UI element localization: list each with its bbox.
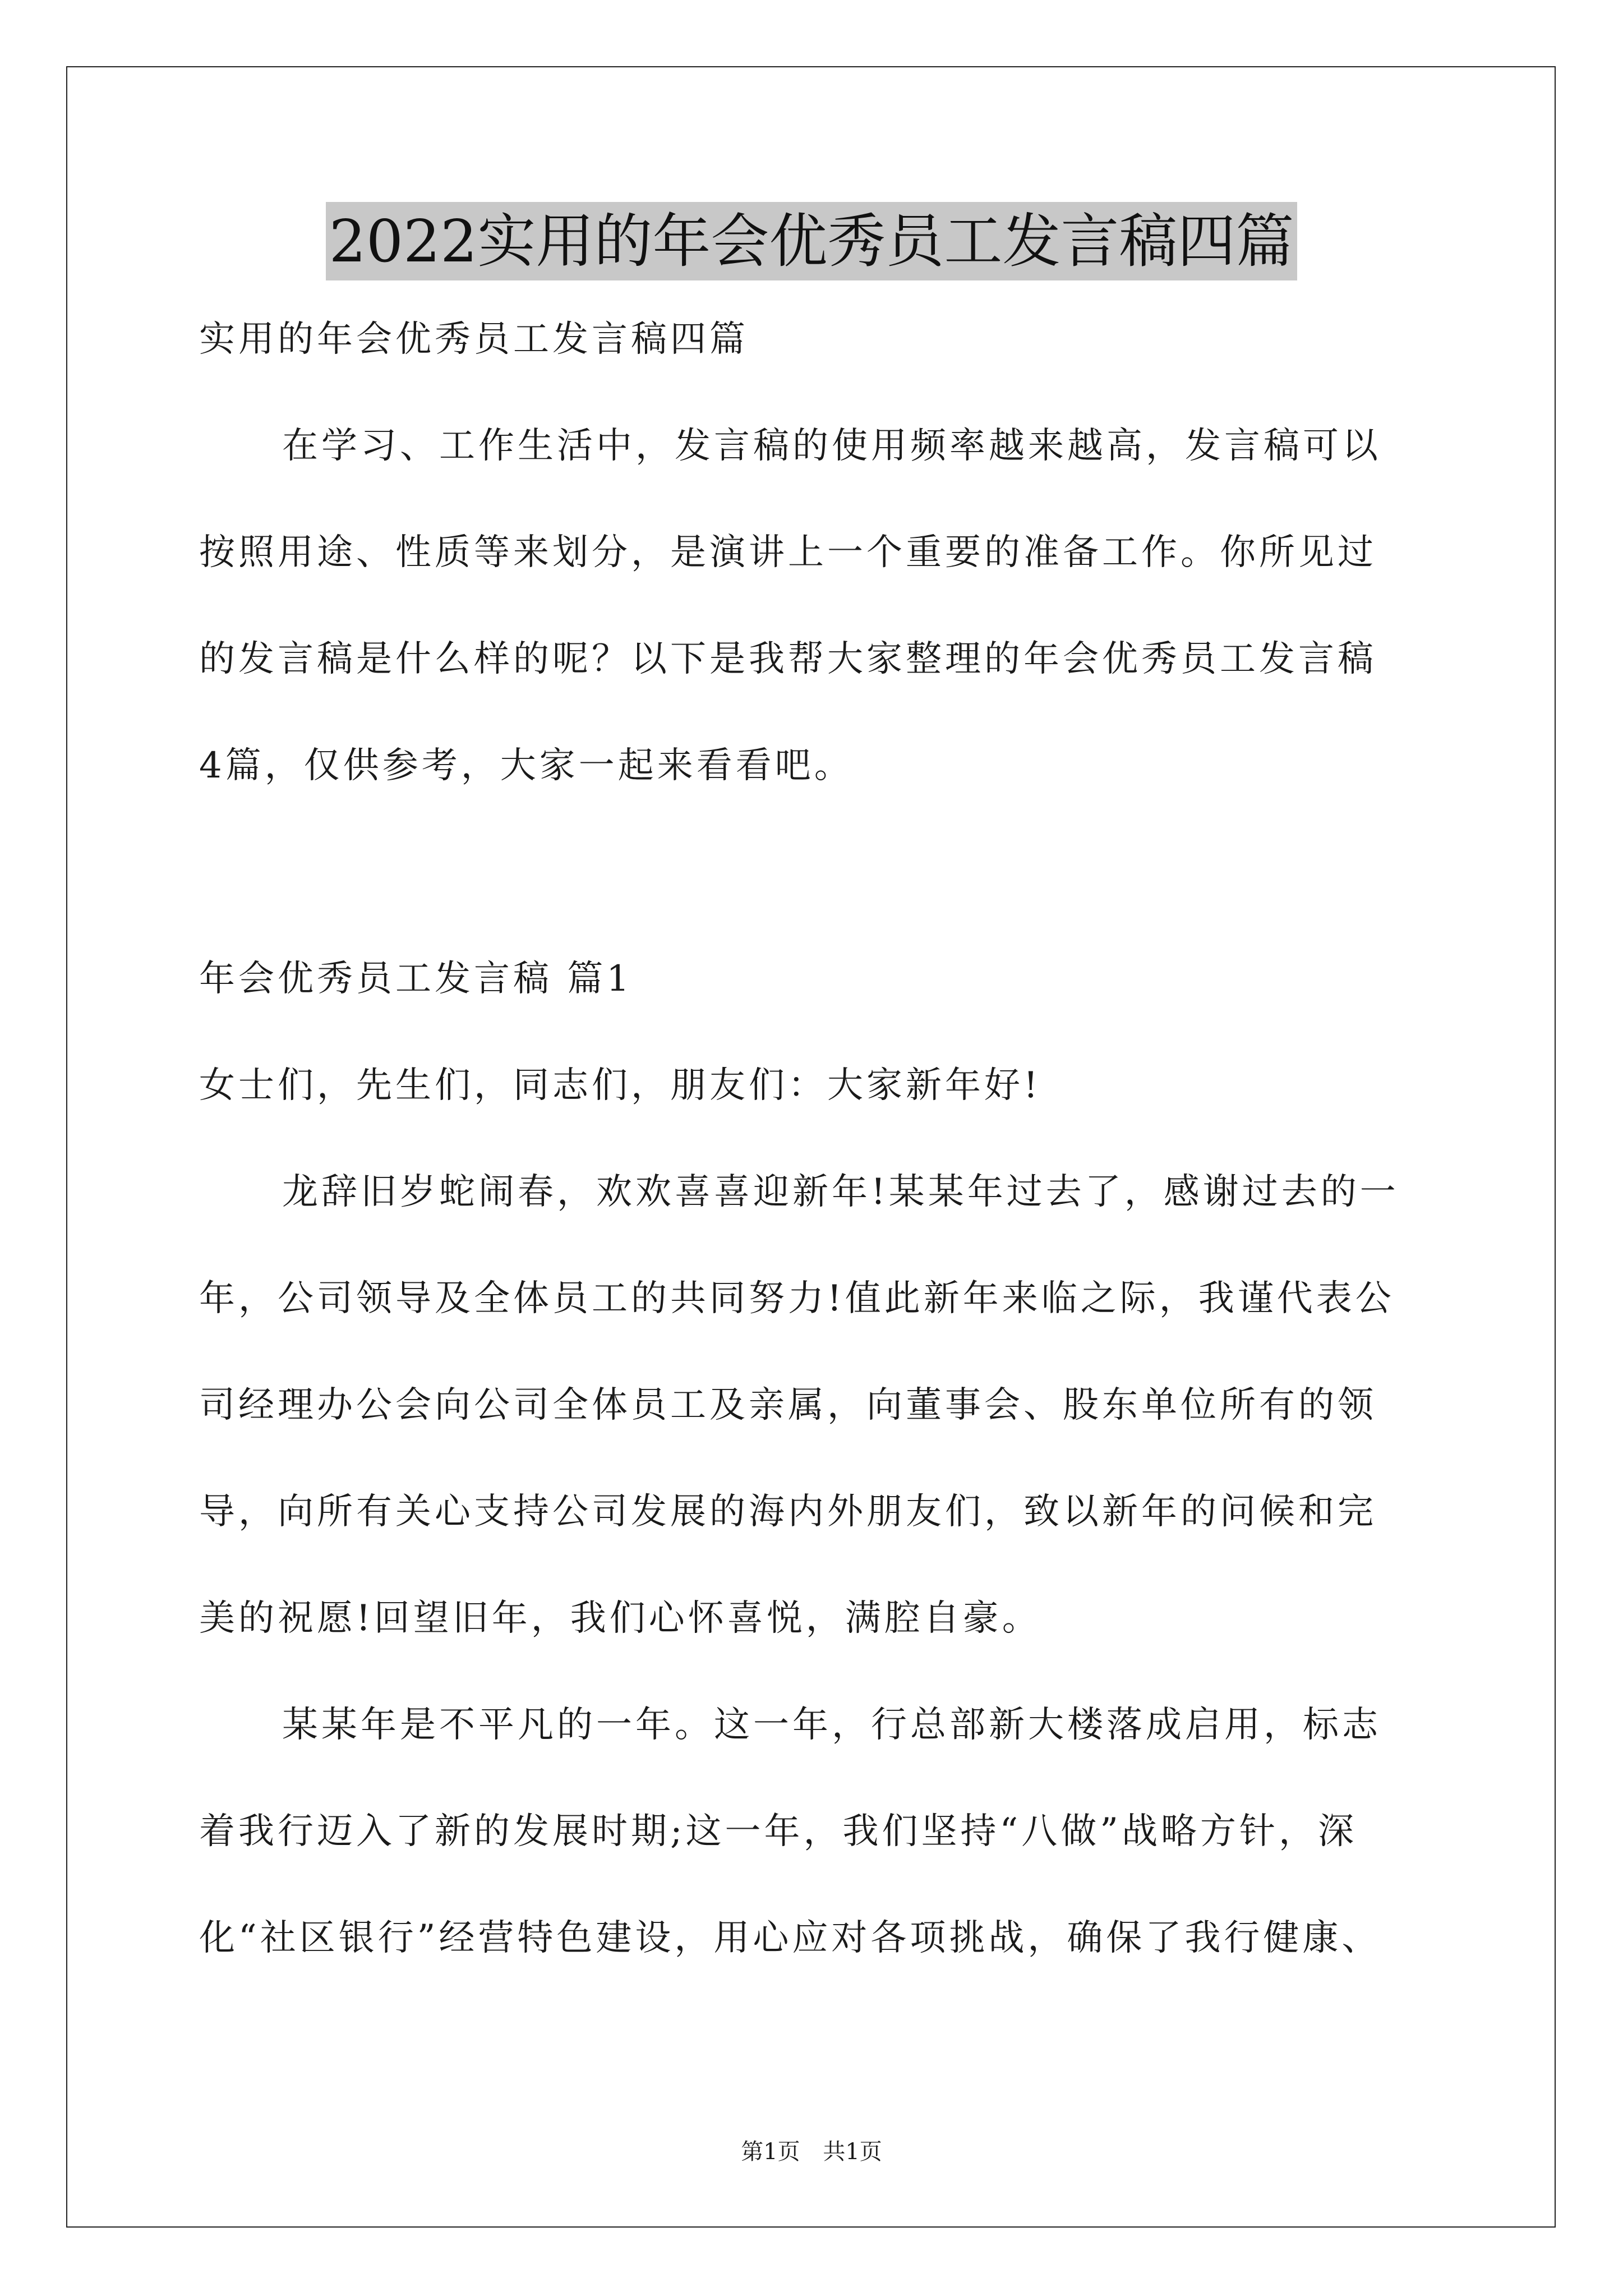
para1-line-5: 美的祝愿!回望旧年，我们心怀喜悦，满腔自豪。 (199, 1598, 1041, 1639)
intro-line-2: 按照用途、性质等来划分，是演讲上一个重要的准备工作。你所见过 (199, 532, 1377, 573)
intro-line-4: 4篇，仅供参考，大家一起来看看吧。 (199, 745, 854, 786)
subtitle: 实用的年会优秀员工发言稿四篇 (199, 319, 749, 360)
page-footer (0, 2136, 1623, 2168)
para1-line-1: 龙辞旧岁蛇闹春，欢欢喜喜迎新年!某某年过去了，感谢过去的一 (282, 1171, 1399, 1213)
intro-line-1: 在学习、工作生活中，发言稿的使用频率越来越高，发言稿可以 (282, 425, 1381, 467)
page-total: 共1页 (823, 2139, 882, 2165)
document-title-wrapper (0, 202, 1623, 280)
para1-line-4: 导，向所有关心支持公司发展的海内外朋友们，致以新年的问候和完 (199, 1491, 1377, 1533)
page-number: 第1页 (741, 2139, 800, 2165)
section-heading: 年会优秀员工发言稿 篇1 (199, 958, 633, 1000)
para2-line-3: 化“社区银行”经营特色建设，用心应对各项挑战，确保了我行健康、 (199, 1917, 1381, 1959)
para1-line-3: 司经理办公会向公司全体员工及亲属，向董事会、股东单位所有的领 (199, 1384, 1377, 1426)
intro-line-3: 的发言稿是什么样的呢？以下是我帮大家整理的年会优秀员工发言稿 (199, 638, 1377, 680)
para1-line-2: 年，公司领导及全体员工的共同努力!值此新年来临之际，我谨代表公 (199, 1278, 1395, 1319)
document-body (199, 314, 1424, 2019)
para2-line-2: 着我行迈入了新的发展时期;这一年，我们坚持“八做”战略方针，深 (199, 1811, 1357, 1852)
para2-line-1: 某某年是不平凡的一年。这一年，行总部新大楼落成启用，标志 (282, 1704, 1381, 1746)
document-title: 2022实用的年会优秀员工发言稿四篇 (326, 202, 1298, 280)
section-gap (199, 847, 1424, 954)
greeting-line: 女士们，先生们，同志们，朋友们：大家新年好! (199, 1065, 1041, 1106)
